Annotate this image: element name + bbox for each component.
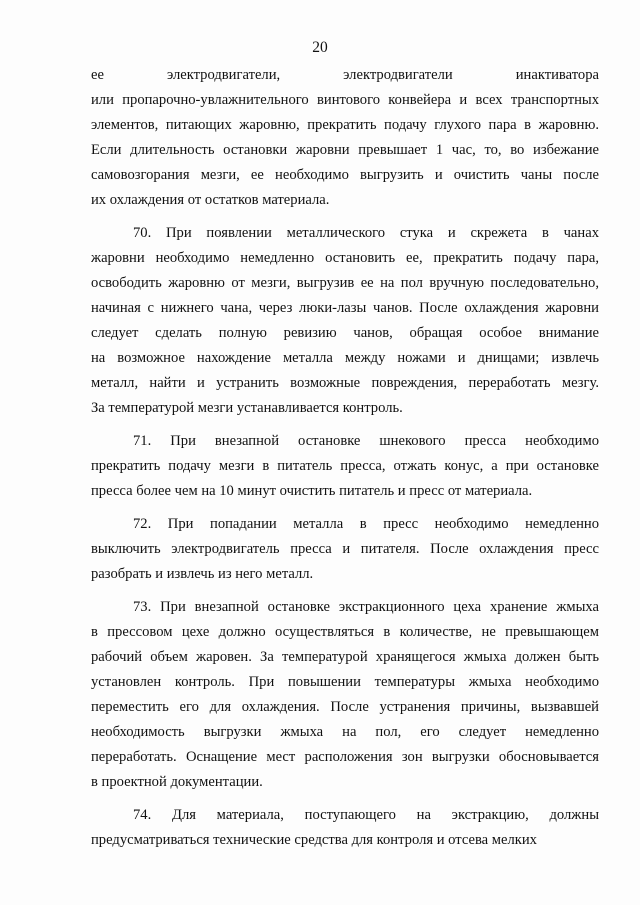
text-line: выключить электродвигатель пресса и питателя. После охлаждения пресс	[91, 541, 599, 557]
paragraph-p72	[91, 512, 599, 587]
paragraph-p73	[91, 595, 599, 795]
text-line: в прессовом цехе должно осуществляться в количестве, не превышающем	[91, 624, 599, 640]
text-line: прекратить подачу мезги в питатель пресса, отжать конус, а при остановке	[91, 458, 599, 474]
text-line: 74. Для материала, поступающего на экстракцию, должны	[133, 807, 599, 823]
text-line: переработать. Оснащение мест расположения зон выгрузки обосновывается	[91, 749, 599, 765]
paragraph-p70	[91, 221, 599, 421]
paragraph-cont	[91, 63, 599, 213]
text-line: ее электродвигатели, электродвигатели инактиватора	[91, 67, 599, 83]
text-line: пресса более чем на 10 минут очистить питатель и пресс от материала.	[91, 483, 533, 499]
text-line: следует сделать полную ревизию чанов, обращая особое внимание	[91, 325, 599, 341]
body-text	[91, 63, 599, 853]
text-line: в проектной документации.	[91, 774, 263, 790]
text-line: или пропарочно-увлажнительного винтового конвейера и всех транспортных	[91, 92, 599, 108]
text-line: освободить жаровню от мезги, выгрузив ее на пол вручную последовательно,	[91, 275, 599, 291]
text-line: необходимость выгрузки жмыха на пол, его следует немедленно	[91, 724, 599, 740]
text-line: 72. При попадании металла в пресс необходимо немедленно	[133, 516, 599, 532]
text-line: рабочий объем жаровен. За температурой хранящегося жмыха должен быть	[91, 649, 599, 665]
text-line: 70. При появлении металлического стука и скрежета в чанах	[133, 225, 599, 241]
text-line: установлен контроль. При повышении температуры жмыха необходимо	[91, 674, 599, 690]
text-line: на возможное нахождение металла между ножами и днищами; извлечь	[91, 350, 599, 366]
paragraph-p71	[91, 429, 599, 504]
text-line: элементов, питающих жаровню, прекратить подачу глухого пара в жаровню.	[91, 117, 599, 133]
text-line: переместить его для охлаждения. После устранения причины, вызвавшей	[91, 699, 599, 715]
text-line: жаровни необходимо немедленно остановить ее, прекратить подачу пара,	[91, 250, 599, 266]
text-line: металл, найти и устранить возможные повреждения, переработать мезгу.	[91, 375, 599, 391]
text-line: Если длительность остановки жаровни превышает 1 час, то, во избежание	[91, 142, 599, 158]
text-line: их охлаждения от остатков материала.	[91, 192, 330, 208]
text-line: 73. При внезапной остановке экстракционного цеха хранение жмыха	[133, 599, 599, 615]
paragraph-p74	[91, 803, 599, 853]
text-line: 71. При внезапной остановке шнекового пресса необходимо	[133, 433, 599, 449]
text-line: предусматриваться технические средства для контроля и отсева мелких	[91, 832, 537, 848]
page-number: 20	[312, 39, 328, 56]
text-line: самовозгорания мезги, ее необходимо выгрузить и очистить чаны после	[91, 167, 599, 183]
text-line: начиная с нижнего чана, через люки-лазы чанов. После охлаждения жаровни	[91, 300, 599, 316]
text-line: разобрать и извлечь из него металл.	[91, 566, 314, 582]
text-line: За температурой мезги устанавливается контроль.	[91, 400, 403, 416]
